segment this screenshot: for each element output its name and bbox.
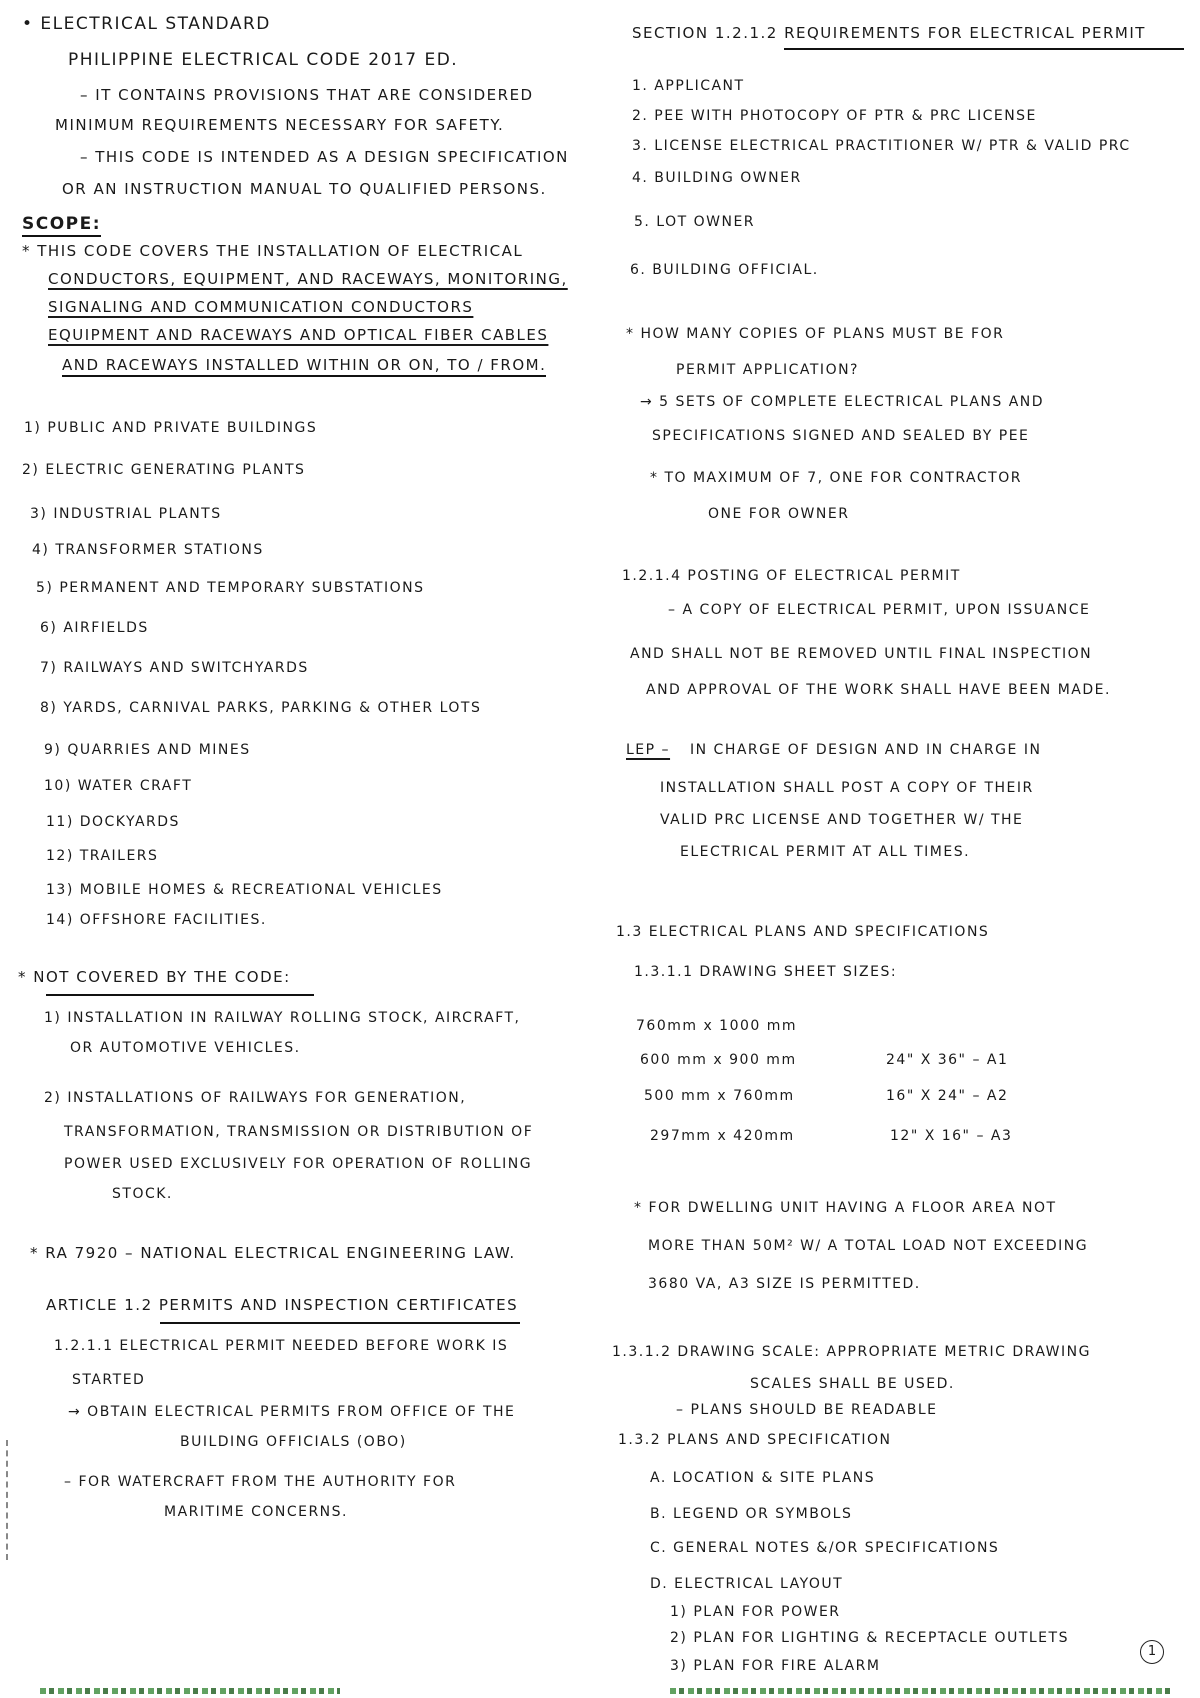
scope-label: SCOPE: [22,214,101,237]
requirement-item: 6. BUILDING OFFICIAL. [630,262,819,278]
not-covered-line: STOCK. [112,1186,173,1202]
section-heading: SECTION 1.2.1.2 REQUIREMENTS FOR ELECTRICAL PERMIT [632,24,1146,42]
scope-line: AND RACEWAYS INSTALLED WITHIN OR ON, TO / FROM. [62,356,546,377]
not-covered-label: * NOT COVERED BY THE CODE: [18,968,291,986]
posting-line: 1.2.1.4 POSTING OF ELECTRICAL PERMIT [622,568,961,584]
plans-spec-heading: 1.3.2 PLANS AND SPECIFICATION [618,1432,892,1448]
covered-item: 4) TRANSFORMER STATIONS [32,542,264,558]
covered-item: 14) OFFSHORE FACILITIES. [46,912,267,928]
scope-line: * THIS CODE COVERS THE INSTALLATION OF ELECTRICAL [22,242,524,260]
covered-item: 5) PERMANENT AND TEMPORARY SUBSTATIONS [36,580,425,596]
question-line: PERMIT APPLICATION? [676,362,859,378]
plans-spec-item: B. LEGEND OR SYMBOLS [650,1506,853,1522]
permit-line: → OBTAIN ELECTRICAL PERMITS FROM OFFICE OF THE [68,1404,516,1420]
lep-line: INSTALLATION SHALL POST A COPY OF THEIR [660,780,1034,796]
layout-item: 2) PLAN FOR LIGHTING & RECEPTACLE OUTLETS [670,1630,1069,1646]
intro-line: – IT CONTAINS PROVISIONS THAT ARE CONSIDERED [80,86,534,104]
dwelling-line: * FOR DWELLING UNIT HAVING A FLOOR AREA NOT [634,1200,1057,1216]
sheet-size-imperial: 16" X 24" – A2 [886,1088,1009,1104]
covered-item: 12) TRAILERS [46,848,159,864]
not-covered-line: OR AUTOMOTIVE VEHICLES. [70,1040,301,1056]
covered-item: 11) DOCKYARDS [46,814,180,830]
scope-line: SIGNALING AND COMMUNICATION CONDUCTORS [48,298,474,316]
not-covered-line: 1) INSTALLATION IN RAILWAY ROLLING STOCK, AIRCRAFT, [44,1010,521,1026]
covered-item: 6) AIRFIELDS [40,620,149,636]
heading-electrical-standard: • ELECTRICAL STANDARD [22,14,271,34]
layout-item: 3) PLAN FOR FIRE ALARM [670,1658,881,1674]
scope-line: CONDUCTORS, EQUIPMENT, AND RACEWAYS, MONITORING, [48,270,568,288]
plans-spec-item: A. LOCATION & SITE PLANS [650,1470,876,1486]
requirement-item: 5. LOT OWNER [634,214,756,230]
lep-line: ELECTRICAL PERMIT AT ALL TIMES. [680,844,971,860]
subheading-pec: PHILIPPINE ELECTRICAL CODE 2017 ED. [68,50,459,70]
posting-line: AND APPROVAL OF THE WORK SHALL HAVE BEEN MADE. [646,682,1111,698]
margin-marks [6,1440,10,1560]
intro-line: MINIMUM REQUIREMENTS NECESSARY FOR SAFETY. [55,116,505,134]
sheet-size-metric: 500 mm x 760mm [644,1088,795,1104]
requirement-item: 2. PEE WITH PHOTOCOPY OF PTR & PRC LICENSE [632,108,1037,124]
scan-artifact [40,1688,340,1694]
sheet-size-imperial: 12" X 16" – A3 [890,1128,1013,1144]
plans-spec-item: C. GENERAL NOTES &/OR SPECIFICATIONS [650,1540,1000,1556]
dwelling-line: MORE THAN 50M² W/ A TOTAL LOAD NOT EXCEEDING [648,1238,1089,1254]
lep-line: IN CHARGE OF DESIGN AND IN CHARGE IN [690,742,1042,758]
not-covered-line: POWER USED EXCLUSIVELY FOR OPERATION OF ROLLING [64,1156,533,1172]
permit-line: STARTED [72,1372,146,1388]
not-covered-line: TRANSFORMATION, TRANSMISSION OR DISTRIBUTION OF [64,1124,534,1140]
posting-line: AND SHALL NOT BE REMOVED UNTIL FINAL INSPECTION [630,646,1093,662]
covered-item: 13) MOBILE HOMES & RECREATIONAL VEHICLES [46,882,443,898]
covered-item: 7) RAILWAYS AND SWITCHYARDS [40,660,309,676]
sheet-size-metric: 297mm x 420mm [650,1128,795,1144]
permit-line: 1.2.1.1 ELECTRICAL PERMIT NEEDED BEFORE WORK IS [54,1338,509,1354]
sheet-sizes-heading: 1.3.1.1 DRAWING SHEET SIZES: [634,964,898,980]
sheet-size-metric: 600 mm x 900 mm [640,1052,797,1068]
intro-line: – THIS CODE IS INTENDED AS A DESIGN SPECIFICATION [80,148,569,166]
covered-item: 8) YARDS, CARNIVAL PARKS, PARKING & OTHER LOTS [40,700,482,716]
covered-item: 1) PUBLIC AND PRIVATE BUILDINGS [24,420,318,436]
plans-heading: 1.3 ELECTRICAL PLANS AND SPECIFICATIONS [616,924,990,940]
plans-spec-item: D. ELECTRICAL LAYOUT [650,1576,844,1592]
scale-line: SCALES SHALL BE USED. [750,1376,955,1392]
scan-artifact [670,1688,1170,1694]
underline-divider [46,994,314,996]
ra-7920-line: * RA 7920 – NATIONAL ELECTRICAL ENGINEERING LAW. [30,1244,516,1262]
permit-line: – FOR WATERCRAFT FROM THE AUTHORITY FOR [64,1474,457,1490]
posting-line: – A COPY OF ELECTRICAL PERMIT, UPON ISSUANCE [668,602,1091,618]
underline-divider [160,1322,520,1324]
article-heading: ARTICLE 1.2 PERMITS AND INSPECTION CERTIFICATES [46,1296,519,1314]
requirement-item: 3. LICENSE ELECTRICAL PRACTITIONER W/ PTR & VALID PRC [632,138,1131,154]
page-number-badge: 1 [1140,1640,1164,1664]
intro-line: OR AN INSTRUCTION MANUAL TO QUALIFIED PERSONS. [62,180,547,198]
lep-line: VALID PRC LICENSE AND TOGETHER W/ THE [660,812,1024,828]
underline-divider [784,48,1184,50]
dwelling-line: 3680 VA, A3 SIZE IS PERMITTED. [648,1276,921,1292]
lep-label: LEP – [626,742,671,758]
permit-line: MARITIME CONCERNS. [164,1504,348,1520]
answer-line: * TO MAXIMUM OF 7, ONE FOR CONTRACTOR [650,470,1022,486]
scope-line: EQUIPMENT AND RACEWAYS AND OPTICAL FIBER CABLES [48,326,549,344]
requirement-item: 1. APPLICANT [632,78,745,94]
answer-line: SPECIFICATIONS SIGNED AND SEALED BY PEE [652,428,1030,444]
covered-item: 10) WATER CRAFT [44,778,193,794]
question-line: * HOW MANY COPIES OF PLANS MUST BE FOR [626,326,1005,342]
permit-line: BUILDING OFFICIALS (OBO) [180,1434,407,1450]
scale-line: 1.3.1.2 DRAWING SCALE: APPROPRIATE METRIC DRAWING [612,1344,1091,1360]
sheet-size-imperial: 24" X 36" – A1 [886,1052,1009,1068]
requirement-item: 4. BUILDING OWNER [632,170,802,186]
covered-item: 2) ELECTRIC GENERATING PLANTS [22,462,306,478]
covered-item: 9) QUARRIES AND MINES [44,742,251,758]
answer-line: ONE FOR OWNER [708,506,850,522]
answer-line: → 5 SETS OF COMPLETE ELECTRICAL PLANS AND [640,394,1045,410]
not-covered-line: 2) INSTALLATIONS OF RAILWAYS FOR GENERATION, [44,1090,467,1106]
covered-item: 3) INDUSTRIAL PLANTS [30,506,222,522]
layout-item: 1) PLAN FOR POWER [670,1604,841,1620]
sheet-size-metric: 760mm x 1000 mm [636,1018,798,1034]
scale-line: – PLANS SHOULD BE READABLE [676,1402,938,1418]
